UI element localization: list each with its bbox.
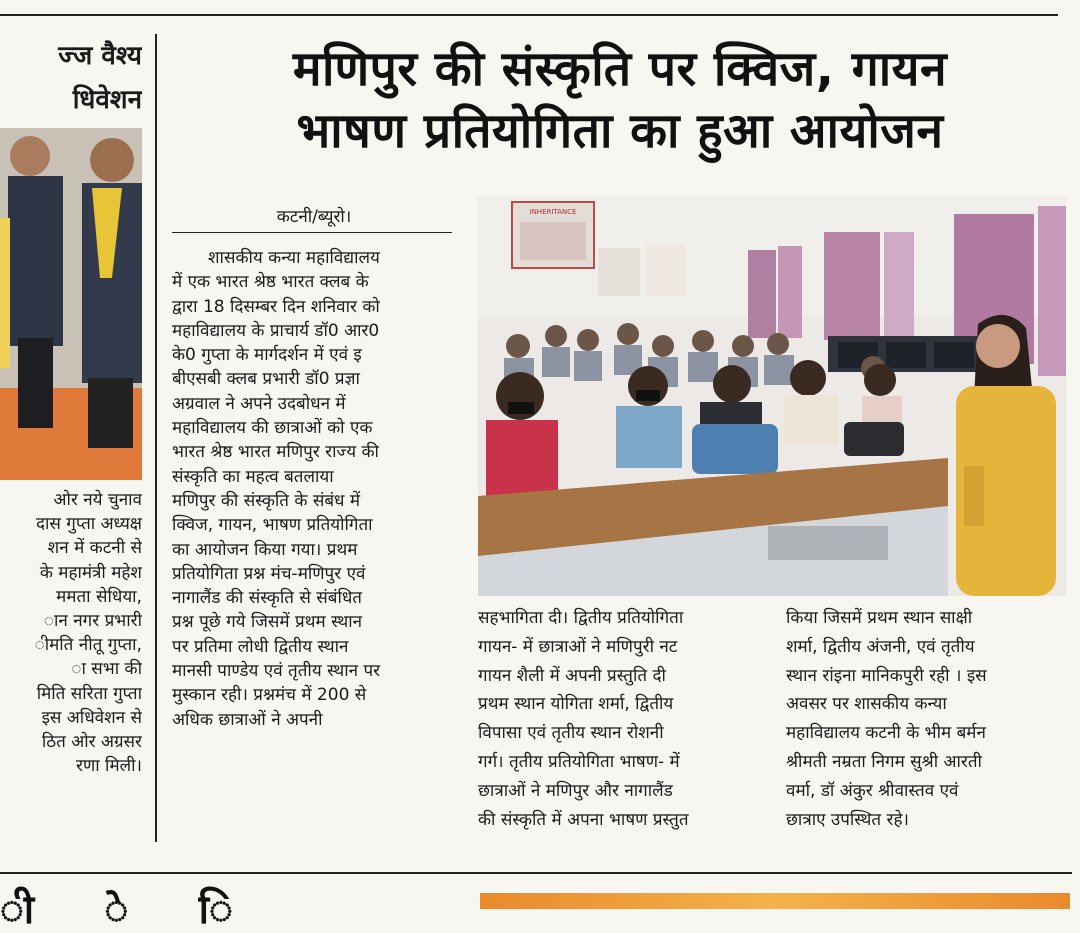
body-line: सहभागिता दी। द्वितीय प्रतियोगिता — [478, 608, 684, 628]
body-line: प्रथम स्थान योगिता शर्मा, द्वितीय — [478, 694, 674, 715]
left-text-line: ान नगर प्रभारी — [43, 611, 142, 632]
body-line: महाविद्यालय के प्राचार्य डॉ0 आर0 — [172, 320, 380, 341]
body-line: मुस्कान रही। प्रश्नमंच में 200 से — [172, 685, 367, 706]
body-line: द्वारा 18 दिसम्बर दिन शनिवार को — [172, 296, 380, 317]
body-line: क्विज, गायन, भाषण प्रतियोगिता — [172, 515, 373, 536]
headline-line-1: मणिपुर की संस्कृति पर क्विज, गायन — [292, 41, 948, 97]
body-line: शासकीय कन्या महाविद्यालय — [208, 248, 380, 268]
body-line: अवसर पर शासकीय कन्या — [786, 694, 947, 715]
classroom-photo — [478, 196, 1066, 596]
body-line: अग्रवाल ने अपने उदबोधन में — [172, 393, 346, 414]
left-article-headline — [0, 34, 142, 122]
body-line: भारत श्रेष्ठ भारत मणिपुर राज्य की — [172, 442, 379, 463]
left-text-line: मिति सरिता गुप्ता — [36, 683, 142, 704]
column-divider — [155, 34, 157, 842]
left-text-line: शन में कटनी से — [47, 538, 142, 559]
notice-board-title: INHERITANCE — [529, 208, 577, 216]
next-article-color-band — [480, 893, 1070, 909]
body-line: विपासा एवं तृतीय स्थान रोशनी — [478, 723, 664, 744]
left-text-line: रणा मिली। — [76, 756, 142, 777]
body-line: शर्मा, द्वितीय अंजनी, एवं तृतीय — [786, 636, 975, 657]
body-line: अधिक छात्राओं ने अपनी — [172, 709, 323, 730]
body-line: छात्राओं ने मणिपुर और नागालैंड — [478, 780, 673, 801]
body-line: वर्मा, डॉ अंकुर श्रीवास्तव एवं — [786, 780, 959, 801]
left-photo-people-illustration — [0, 128, 142, 480]
body-line: स्थान रांइना मानिकपुरी रही । इस — [786, 665, 987, 686]
body-line: श्रीमती नम्रता निगम सुश्री आरती — [786, 751, 982, 772]
left-headline-line-2: धिवेशन — [72, 85, 142, 115]
article-column-2 — [478, 604, 756, 834]
left-text-line: ओर नये चुनाव — [53, 490, 142, 510]
body-line: संस्कृति का महत्व बतलाया — [172, 466, 334, 487]
next-article-headline: ी े ि — [0, 887, 293, 933]
body-line: गर्ग। तृतीय प्रतियोगिता भाषण- में — [478, 751, 680, 772]
left-text-line: ममता सेधिया, — [56, 586, 142, 607]
left-text-line: ठित ओर अग्रसर — [41, 732, 142, 753]
body-line: मानसी पाण्डेय एवं तृतीय स्थान पर — [172, 661, 381, 682]
byline: कटनी/ब्यूरो। — [276, 207, 352, 227]
body-line: नागालैंड की संस्कृति से संबंधित — [172, 588, 362, 609]
body-line: किया जिसमें प्रथम स्थान साक्षी — [786, 608, 973, 628]
left-text-line: दास गुप्ता अध्यक्ष — [35, 514, 142, 535]
body-line: बीएसबी क्लब प्रभारी डॉ0 प्रज्ञा — [172, 369, 360, 390]
article-column-1 — [172, 246, 450, 732]
body-line: प्रश्न पूछे गये जिसमें प्रथम स्थान — [172, 612, 363, 633]
bottom-rule — [0, 872, 1072, 874]
classroom-photo-illustration — [478, 196, 1066, 596]
left-article-text — [0, 488, 142, 778]
body-line: का आयोजन किया गया। प्रथम — [172, 539, 358, 560]
top-rule — [0, 14, 1058, 16]
left-headline-line-1: ज्ज वैश्य — [58, 41, 142, 71]
body-line: प्रतियोगिता प्रश्न मंच-मणिपुर एवं — [172, 563, 366, 584]
left-text-line: इस अधिवेशन से — [41, 707, 142, 728]
body-line: की संस्कृति में अपना भाषण प्रस्तुत — [478, 809, 689, 830]
body-line: छात्राए उपस्थित रहे। — [786, 809, 909, 830]
left-text-line: ा सभा की — [71, 659, 142, 680]
body-line: मणिपुर की संस्कृति के संबंध में — [172, 490, 361, 511]
left-text-line: ीमति नीतू गुप्ता, — [34, 635, 142, 656]
body-line: गायन शैली में अपनी प्रस्तुति दी — [478, 665, 666, 686]
body-line: महाविद्यालय की छात्राओं को एक — [172, 418, 373, 439]
headline-line-2: भाषण प्रतियोगिता का हुआ आयोजन — [296, 103, 944, 159]
left-article-photo — [0, 128, 142, 480]
body-line: में एक भारत श्रेष्ठ भारत क्लब के — [172, 272, 369, 293]
body-line: महाविद्यालय कटनी के भीम बर्मन — [786, 723, 986, 744]
left-text-line: के महामंत्री महेश — [39, 562, 142, 583]
article-headline — [170, 38, 1070, 162]
body-line: पर प्रतिमा लोधी द्वितीय स्थान — [172, 636, 349, 657]
article-column-3 — [786, 604, 1064, 834]
body-line: गायन- में छात्राओं ने मणिपुरी नट — [478, 636, 678, 657]
byline-rule — [172, 232, 452, 233]
body-line: के0 गुप्ता के मार्गदर्शन में एवं इ — [172, 345, 362, 366]
